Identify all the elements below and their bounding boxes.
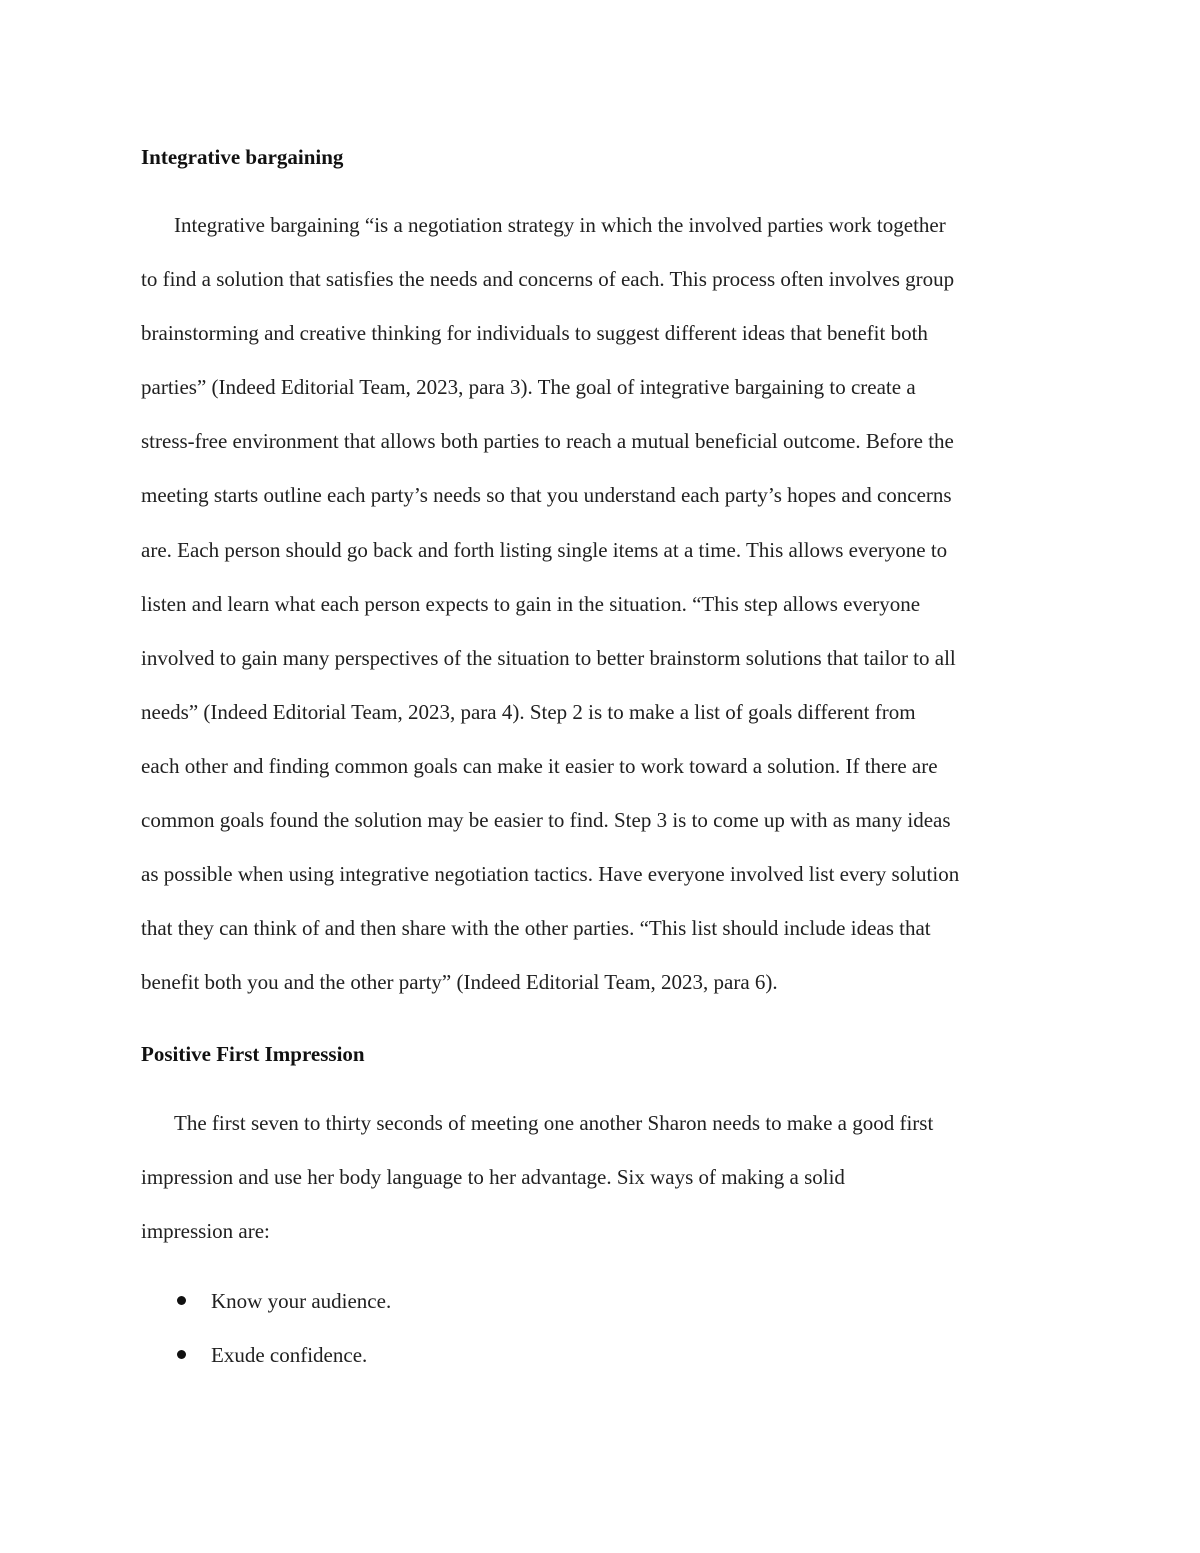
paragraph-line: involved to gain many perspectives of the situation to better brainstorm solutions that tailor to all [141,645,956,670]
paragraph-line: stress-free environment that allows both parties to reach a mutual beneficial outcome. Before the [141,429,954,454]
paragraph-line: needs” (Indeed Editorial Team, 2023, para 4). Step 2 is to make a list of goals different from [141,699,916,724]
section-heading-integrative-bargaining: Integrative bargaining [141,145,344,169]
paragraph-line: listen and learn what each person expects to gain in the situation. “This step allows everyone [141,591,921,616]
paragraph-line: as possible when using integrative negotiation tactics. Have everyone involved list every solution [141,862,960,887]
paragraph-line: brainstorming and creative thinking for individuals to suggest different ideas that benefit both [141,321,928,346]
list-item-text: Know your audience. [211,1289,392,1313]
paragraph-positive-first-impression [141,1096,1061,1258]
paragraph-integrative-bargaining [141,198,1061,1009]
list-item-text: Exude confidence. [211,1343,368,1367]
paragraph-line: are. Each person should go back and forth listing single items at a time. This allows everyone to [141,537,948,562]
paragraph-line: parties” (Indeed Editorial Team, 2023, para 3). The goal of integrative bargaining to create a [141,375,916,400]
paragraph-line: to find a solution that satisfies the needs and concerns of each. This process often involves group [141,267,955,292]
paragraph-line: impression are: [141,1219,270,1244]
bullet-list [141,1274,391,1382]
paragraph-line: meeting starts outline each party’s needs so that you understand each party’s hopes and concerns [141,483,952,508]
list-item [141,1328,391,1382]
paragraph-line: benefit both you and the other party” (Indeed Editorial Team, 2023, para 6). [141,970,778,995]
paragraph-line: Integrative bargaining “is a negotiation strategy in which the involved parties work together [174,213,946,237]
paragraph-line: that they can think of and then share with the other parties. “This list should include ideas that [141,916,931,941]
paragraph-line: The first seven to thirty seconds of meeting one another Sharon needs to make a good first [174,1111,934,1135]
bullet-icon [177,1296,186,1305]
paragraph-line: common goals found the solution may be easier to find. Step 3 is to come up with as many ideas [141,808,951,833]
section-heading-positive-first-impression: Positive First Impression [141,1042,365,1066]
paragraph-line: each other and finding common goals can make it easier to work toward a solution. If there are [141,753,938,778]
list-item [141,1274,391,1328]
paragraph-line: impression and use her body language to her advantage. Six ways of making a solid [141,1165,845,1190]
bullet-icon [177,1350,186,1359]
